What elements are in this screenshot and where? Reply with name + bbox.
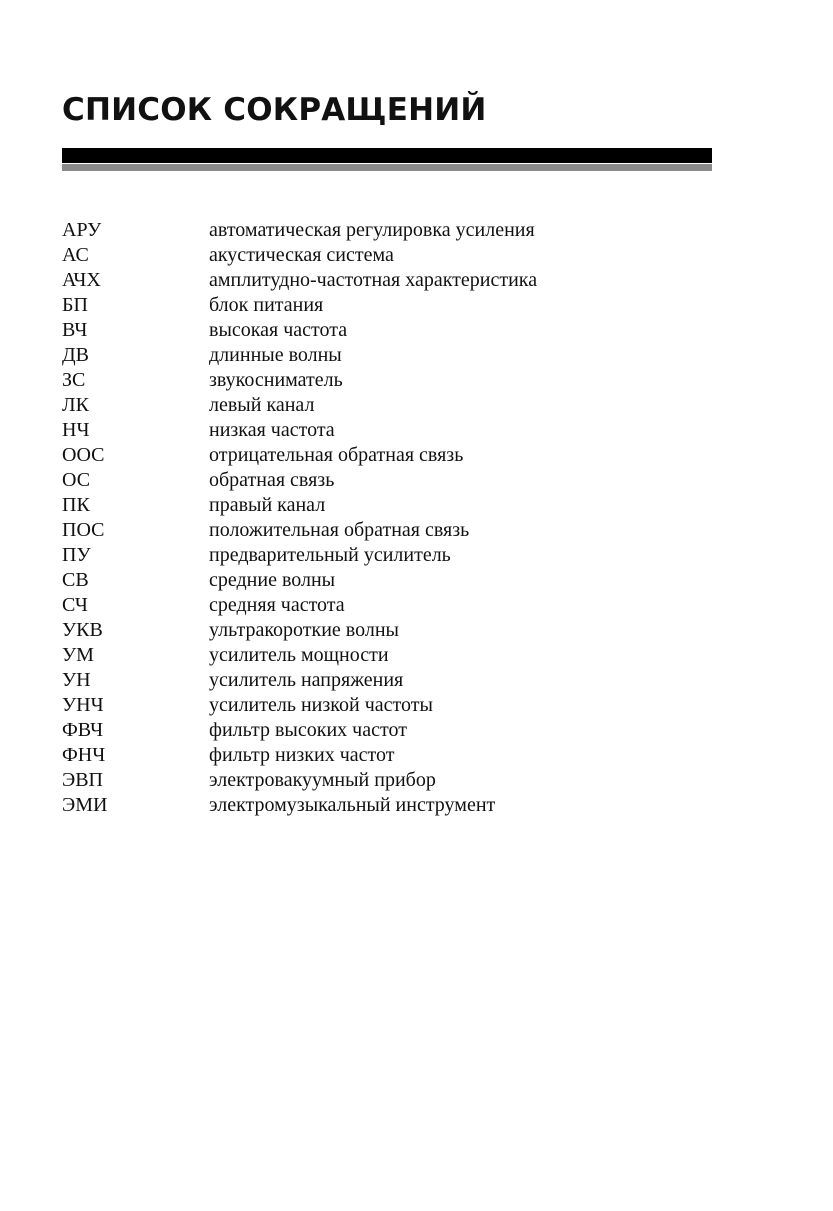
abbreviation-entry — [62, 443, 762, 468]
abbreviation: ПУ — [62, 544, 91, 566]
definition: акустическая система — [209, 244, 394, 266]
abbreviation-entry — [62, 293, 762, 318]
definition: средние волны — [209, 569, 336, 591]
abbreviation: ПОС — [62, 519, 105, 541]
definition: высокая частота — [209, 319, 348, 341]
definition: блок питания — [209, 294, 324, 316]
abbreviation-list — [62, 218, 762, 818]
definition: фильтр низких частот — [209, 744, 395, 766]
abbreviation-entry — [62, 693, 762, 718]
abbreviation: БП — [62, 294, 88, 316]
definition: усилитель напряжения — [209, 669, 404, 691]
abbreviation: УНЧ — [62, 694, 104, 716]
abbreviation-entry — [62, 593, 762, 618]
definition: электромузыкальный инструмент — [209, 794, 496, 816]
definition: фильтр высоких частот — [209, 719, 407, 741]
abbreviation: УМ — [62, 644, 94, 666]
abbreviation-entry — [62, 418, 762, 443]
abbreviation: ВЧ — [62, 319, 88, 341]
definition: средняя частота — [209, 594, 345, 616]
definition: автоматическая регулировка усиления — [209, 219, 535, 241]
abbreviation-entry — [62, 618, 762, 643]
definition: электровакуумный прибор — [209, 769, 436, 791]
abbreviation-entry — [62, 468, 762, 493]
abbreviation: СВ — [62, 569, 89, 591]
abbreviation: ДВ — [62, 344, 89, 366]
title-rule-gray — [62, 164, 712, 171]
abbreviation-entry — [62, 393, 762, 418]
abbreviation-entry — [62, 318, 762, 343]
abbreviation: АРУ — [62, 219, 102, 241]
abbreviation: ОС — [62, 469, 91, 491]
abbreviation-entry — [62, 343, 762, 368]
abbreviation: ООС — [62, 444, 105, 466]
abbreviation: ЭВП — [62, 769, 103, 791]
abbreviation-entry — [62, 568, 762, 593]
abbreviation: УН — [62, 669, 91, 691]
abbreviation: ФВЧ — [62, 719, 104, 741]
definition: левый канал — [209, 394, 315, 416]
page-title: СПИСОК СОКРАЩЕНИЙ — [62, 92, 487, 128]
abbreviation: ЗС — [62, 369, 86, 391]
title-rule-black — [62, 148, 712, 163]
definition: правый канал — [209, 494, 326, 516]
definition: звукосниматель — [209, 369, 343, 391]
abbreviation: НЧ — [62, 419, 90, 441]
abbreviation: ЭМИ — [62, 794, 108, 816]
abbreviation-entry — [62, 668, 762, 693]
abbreviation-entry — [62, 368, 762, 393]
abbreviation-entry — [62, 218, 762, 243]
abbreviation-entry — [62, 493, 762, 518]
abbreviation-entry — [62, 243, 762, 268]
abbreviation-entry — [62, 268, 762, 293]
abbreviation-entry — [62, 643, 762, 668]
abbreviation-entry — [62, 768, 762, 793]
definition: усилитель мощности — [209, 644, 389, 666]
abbreviation-entry — [62, 718, 762, 743]
definition: ультракороткие волны — [209, 619, 399, 641]
abbreviation: ФНЧ — [62, 744, 106, 766]
abbreviation: СЧ — [62, 594, 88, 616]
definition: обратная связь — [209, 469, 335, 491]
abbreviation: УКВ — [62, 619, 103, 641]
abbreviation-entry — [62, 793, 762, 818]
definition: предварительный усилитель — [209, 544, 451, 566]
definition: длинные волны — [209, 344, 342, 366]
abbreviation: АС — [62, 244, 89, 266]
definition: усилитель низкой частоты — [209, 694, 433, 716]
abbreviation-entry — [62, 743, 762, 768]
abbreviation: АЧХ — [62, 269, 101, 291]
abbreviation-entry — [62, 543, 762, 568]
definition: амплитудно-частотная характеристика — [209, 269, 538, 291]
abbreviation: ЛК — [62, 394, 89, 416]
definition: низкая частота — [209, 419, 335, 441]
definition: положительная обратная связь — [209, 519, 470, 541]
abbreviation: ПК — [62, 494, 90, 516]
definition: отрицательная обратная связь — [209, 444, 464, 466]
abbreviation-entry — [62, 518, 762, 543]
